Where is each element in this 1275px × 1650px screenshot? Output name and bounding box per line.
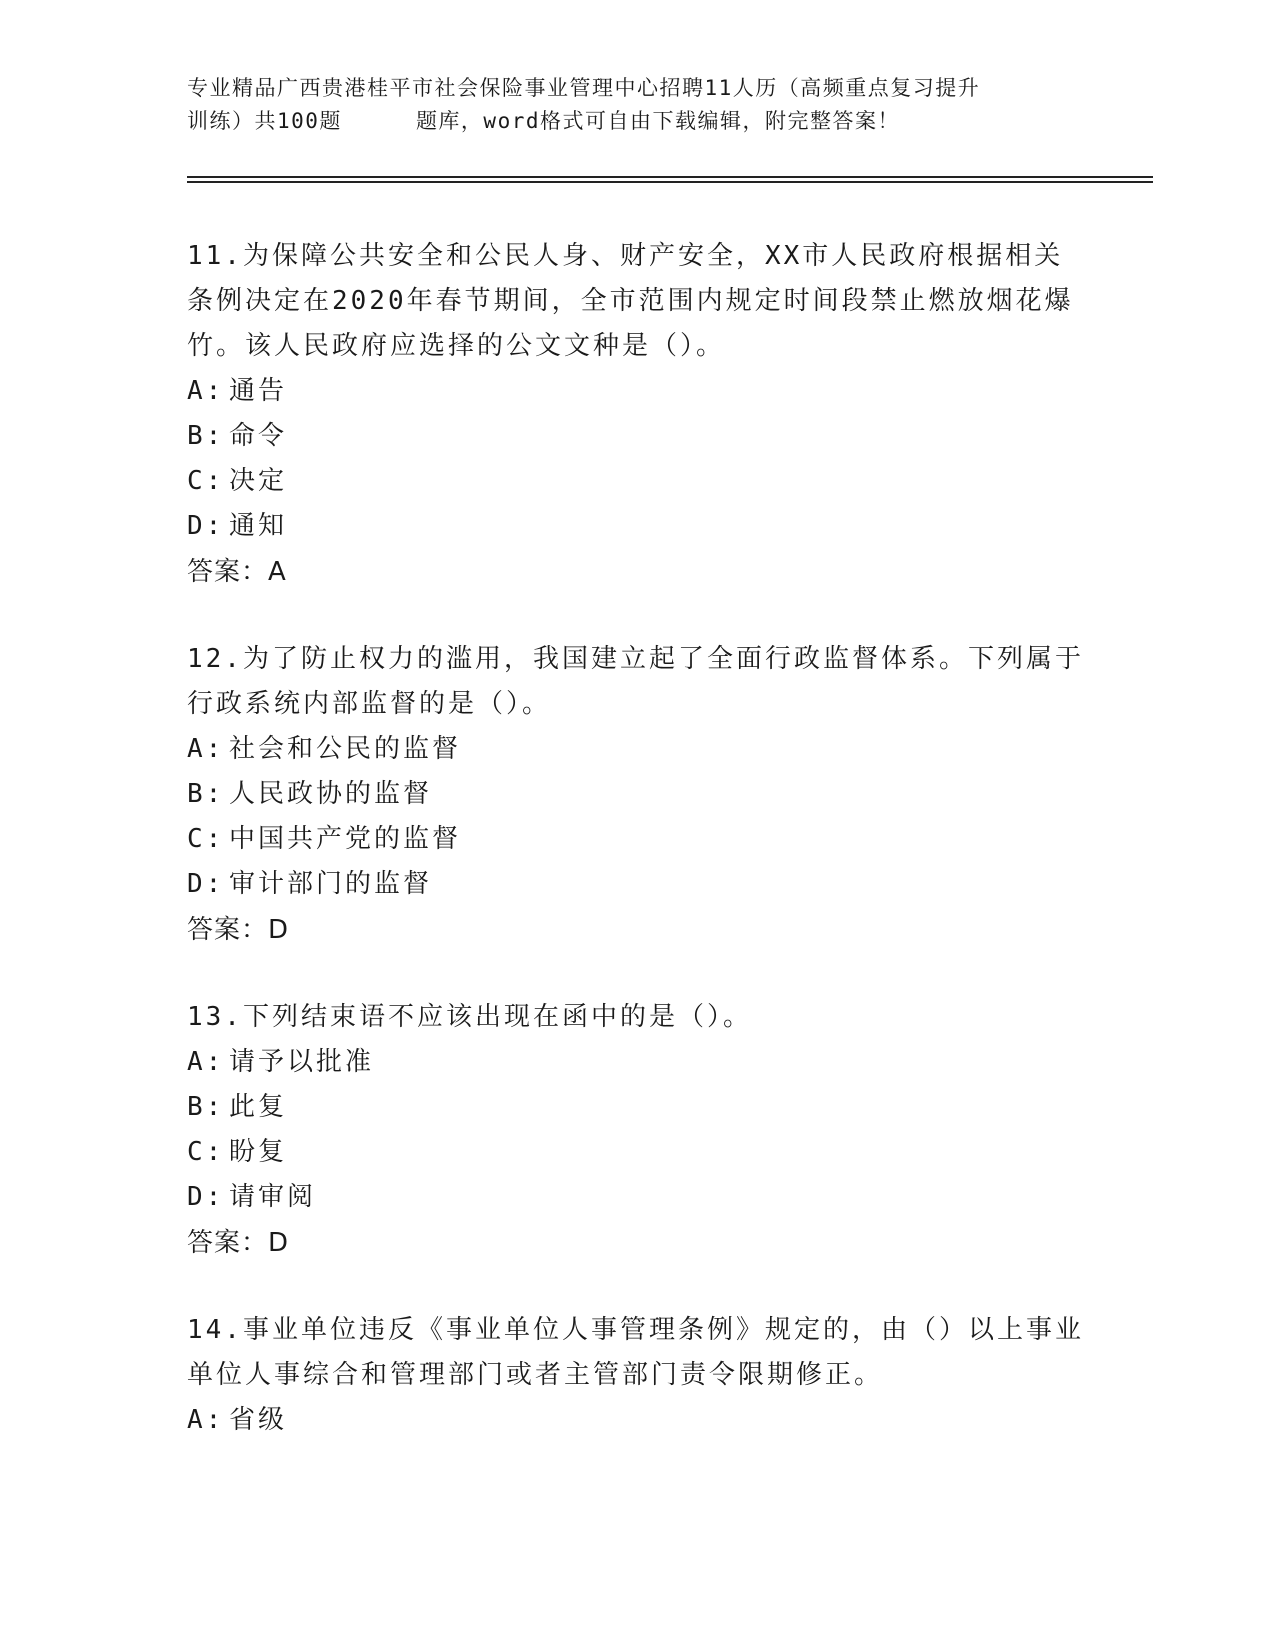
question-stem: 12.为了防止权力的滥用，我国建立起了全面行政监督体系。下列属于行政系统内部监督的是（）。: [187, 644, 1084, 719]
question-11: [187, 234, 1087, 595]
option-d: [187, 504, 1087, 549]
option-d: [187, 1175, 1087, 1220]
header-line-1: 专业精品广西贵港桂平市社会保险事业管理中心招聘11人历（高频重点复习提升: [187, 76, 981, 100]
option-text: 审计部门的监督: [229, 869, 433, 899]
option-a: [187, 369, 1087, 414]
option-key: D:: [187, 1182, 225, 1212]
header-divider-top: [187, 176, 1153, 178]
answer: 答案：D: [187, 1228, 290, 1258]
option-key: A:: [187, 1047, 225, 1077]
option-text: 盼复: [229, 1137, 288, 1167]
option-text: 社会和公民的监督: [229, 734, 462, 764]
option-text: 人民政协的监督: [229, 779, 433, 809]
document-header: [187, 72, 1087, 138]
option-c: [187, 459, 1087, 504]
option-c: [187, 817, 1087, 862]
option-key: C:: [187, 824, 225, 854]
option-text: 请予以批准: [229, 1047, 375, 1077]
question-13: [187, 995, 1087, 1266]
option-key: A:: [187, 1405, 225, 1435]
header-line-2-part-2: 题库，word格式可自由下载编辑，附完整答案！: [415, 109, 901, 133]
answer: 答案：A: [187, 557, 287, 587]
option-text: 决定: [229, 466, 288, 496]
question-12: [187, 637, 1087, 953]
option-key: A:: [187, 734, 225, 764]
option-a: [187, 1398, 1087, 1443]
option-key: A:: [187, 376, 225, 406]
option-b: [187, 772, 1087, 817]
option-d: [187, 862, 1087, 907]
header-divider-bottom: [187, 181, 1153, 183]
option-key: D:: [187, 511, 225, 541]
option-text: 通知: [229, 511, 288, 541]
question-list: [187, 234, 1087, 1485]
header-line-2-part-1: 训练）共100题: [187, 109, 342, 133]
option-text: 命令: [229, 421, 288, 451]
option-a: [187, 727, 1087, 772]
option-text: 通告: [229, 376, 288, 406]
question-stem: 13.下列结束语不应该出现在函中的是（）。: [187, 1002, 752, 1032]
option-b: [187, 1085, 1087, 1130]
option-key: B:: [187, 1092, 225, 1122]
option-text: 省级: [229, 1405, 288, 1435]
question-stem: 11.为保障公共安全和公民人身、财产安全，XX市人民政府根据相关条例决定在2020年春节期间，全市范围内规定时间段禁止燃放烟花爆竹。该人民政府应选择的公文文种是（）。: [187, 241, 1074, 361]
option-key: C:: [187, 466, 225, 496]
option-text: 中国共产党的监督: [229, 824, 462, 854]
question-stem: 14.事业单位违反《事业单位人事管理条例》规定的，由（）以上事业单位人事综合和管理部门或者主管部门责令限期修正。: [187, 1315, 1084, 1390]
option-key: B:: [187, 421, 225, 451]
question-14: [187, 1308, 1087, 1443]
option-key: D:: [187, 869, 225, 899]
option-text: 请审阅: [229, 1182, 317, 1212]
option-text: 此复: [229, 1092, 288, 1122]
option-key: B:: [187, 779, 225, 809]
option-b: [187, 414, 1087, 459]
option-a: [187, 1040, 1087, 1085]
option-key: C:: [187, 1137, 225, 1167]
answer: 答案：D: [187, 915, 290, 945]
header-line-2: [187, 105, 1087, 138]
option-c: [187, 1130, 1087, 1175]
